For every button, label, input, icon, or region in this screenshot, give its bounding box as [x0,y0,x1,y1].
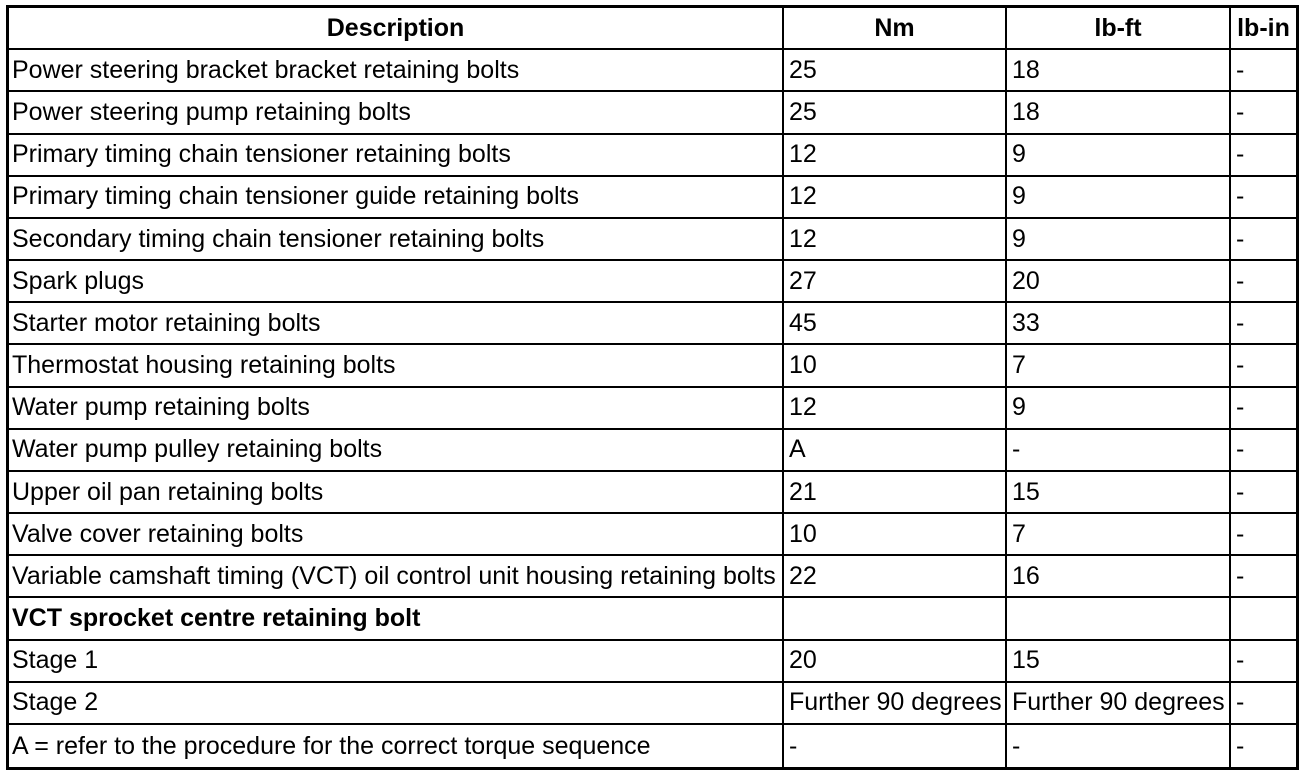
description-cell: Starter motor retaining bolts [9,303,784,343]
nm-value-cell: 22 [784,556,1007,596]
lb-ft-value-cell: 9 [1007,135,1231,175]
lb-ft-value-cell: Further 90 degrees [1007,683,1231,723]
lb-ft-value-cell: 16 [1007,556,1231,596]
table-section-heading-row [9,598,1296,640]
table-row [9,345,1296,387]
nm-value-cell: 27 [784,261,1007,301]
nm-value-cell: A [784,430,1007,470]
lb-ft-value-cell: 9 [1007,388,1231,428]
nm-value-cell [784,598,1007,638]
section-heading-cell: VCT sprocket centre retaining bolt [9,598,784,638]
lb-ft-value-cell: 18 [1007,50,1231,90]
lb-in-value-cell: - [1236,435,1245,464]
lb-in-value-cell: - [1236,351,1245,380]
table-row [9,303,1296,345]
column-header-lb-in: lb-in [1237,13,1290,42]
table-row [9,219,1296,261]
lb-ft-value-cell [1007,598,1231,638]
lb-in-value-cell: - [1236,646,1245,675]
lb-ft-value-cell: - [1007,430,1231,470]
description-cell: Stage 2 [9,683,784,723]
lb-ft-value-cell: 33 [1007,303,1231,343]
lb-in-value-cell: - [1236,561,1245,590]
description-cell: Stage 1 [9,641,784,681]
table-row [9,430,1296,472]
description-cell: Water pump retaining bolts [9,388,784,428]
lb-in-value-cell: - [1236,393,1245,422]
lb-ft-value-cell: 15 [1007,641,1231,681]
lb-in-value-cell: - [1236,55,1245,84]
nm-value-cell: 20 [784,641,1007,681]
nm-value-cell: 10 [784,345,1007,385]
description-cell: Valve cover retaining bolts [9,514,784,554]
lb-ft-value-cell: 9 [1007,219,1231,259]
lb-in-value-cell: - [1236,266,1245,295]
table-row [9,261,1296,303]
description-cell: Primary timing chain tensioner retaining bolts [9,135,784,175]
nm-value-cell: 12 [784,219,1007,259]
lb-ft-value-cell: 9 [1007,177,1231,217]
table-row [9,92,1296,134]
nm-value-cell: - [784,725,1007,767]
lb-in-value-cell: - [1236,688,1245,717]
lb-ft-value-cell: 7 [1007,345,1231,385]
footnote-cell: A = refer to the procedure for the correct torque sequence [9,725,784,767]
lb-in-value-cell [1231,598,1296,638]
column-header-nm: Nm [784,8,1007,48]
lb-ft-value-cell: 20 [1007,261,1231,301]
table-header-row [9,8,1296,50]
nm-value-cell: 45 [784,303,1007,343]
lb-in-value-cell: - [1236,98,1245,127]
lb-ft-value-cell: - [1007,725,1231,767]
nm-value-cell: 10 [784,514,1007,554]
table-row [9,50,1296,92]
description-cell: Variable camshaft timing (VCT) oil control unit housing retaining bolts [9,556,784,596]
table-row [9,177,1296,219]
lb-in-value-cell: - [1236,224,1245,253]
description-cell: Secondary timing chain tensioner retaining bolts [9,219,784,259]
column-header-description: Description [9,8,784,48]
table-row [9,472,1296,514]
description-cell: Thermostat housing retaining bolts [9,345,784,385]
lb-in-value-cell: - [1236,519,1245,548]
description-cell: Spark plugs [9,261,784,301]
nm-value-cell: 25 [784,50,1007,90]
column-header-lb-ft: lb-ft [1007,8,1231,48]
table-row [9,135,1296,177]
lb-in-value-cell: - [1236,182,1245,211]
nm-value-cell: 25 [784,92,1007,132]
nm-value-cell: 12 [784,177,1007,217]
description-cell: Primary timing chain tensioner guide retaining bolts [9,177,784,217]
nm-value-cell: 21 [784,472,1007,512]
nm-value-cell: Further 90 degrees [784,683,1007,723]
lb-ft-value-cell: 15 [1007,472,1231,512]
lb-in-value-cell: - [1236,731,1245,760]
description-cell: Power steering bracket bracket retaining bolts [9,50,784,90]
torque-specifications-table [6,5,1299,770]
nm-value-cell: 12 [784,388,1007,428]
lb-in-value-cell: - [1236,477,1245,506]
lb-ft-value-cell: 7 [1007,514,1231,554]
description-cell: Upper oil pan retaining bolts [9,472,784,512]
nm-value-cell: 12 [784,135,1007,175]
table-row [9,725,1296,767]
table-row [9,641,1296,683]
table-row [9,388,1296,430]
table-row [9,514,1296,556]
lb-in-value-cell: - [1236,140,1245,169]
lb-ft-value-cell: 18 [1007,92,1231,132]
lb-in-value-cell: - [1236,308,1245,337]
description-cell: Water pump pulley retaining bolts [9,430,784,470]
table-row [9,683,1296,725]
table-row [9,556,1296,598]
description-cell: Power steering pump retaining bolts [9,92,784,132]
